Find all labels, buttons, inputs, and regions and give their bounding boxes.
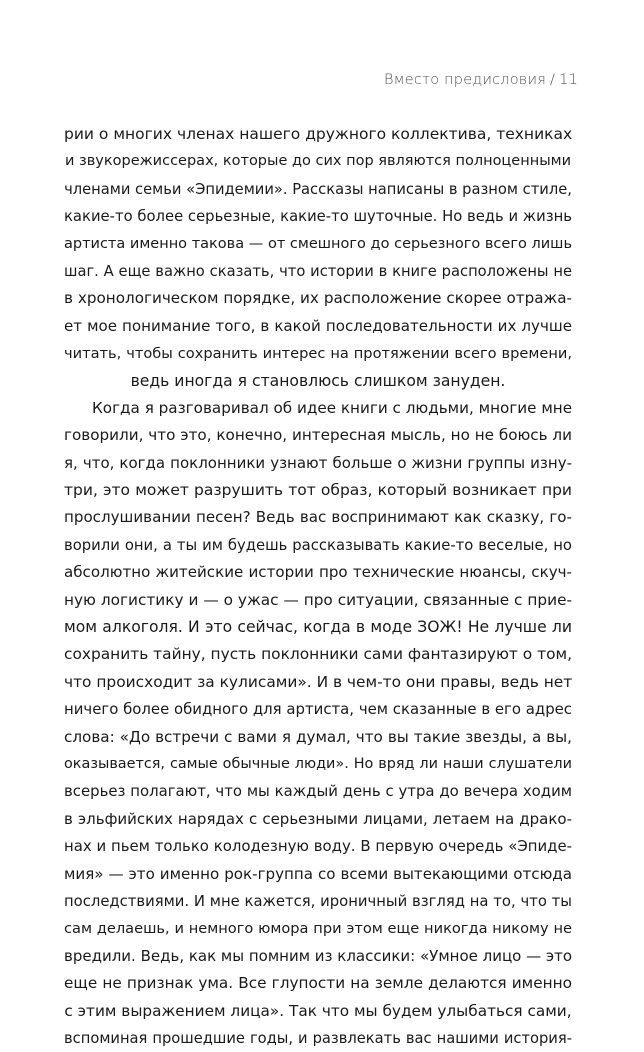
text-line: я, что, когда поклонники узнают больше о жизни группы изну- bbox=[64, 453, 572, 472]
running-header bbox=[384, 72, 578, 88]
text-line: рии о многих членах нашего дружного коллектива, техниках bbox=[64, 125, 573, 143]
text-line: вспоминая прошедшие годы, и развлекать вас нашими история- bbox=[64, 1029, 572, 1047]
text-line: слова: «До встречи с вами я думал, что вы такие звезды, а вы, bbox=[64, 727, 572, 746]
text-line: какие-то более серьезные, какие-то шуточные. Но ведь и жизнь bbox=[64, 208, 572, 226]
section-title: Вместо предисловия bbox=[383, 72, 547, 88]
paragraph-start-line: Когда я разговаривал об идее книги с людьми, многие мне bbox=[92, 398, 573, 417]
text-line: всерьез полагают, что мы каждый день с утра до вечера ходим bbox=[64, 782, 572, 801]
text-line: ничего более обидного для артиста, чем сказанные в его адрес bbox=[64, 700, 572, 719]
text-line: мом алкоголя. И это сейчас, когда в моде ЗОЖ! Не лучше ли bbox=[64, 618, 572, 637]
text-line: ет мое понимание того, в какой последовательности их лучше bbox=[64, 316, 572, 335]
page-number: 11 bbox=[559, 72, 578, 88]
text-line: сам делаешь, и немного юмора при этом еще никогда никому не bbox=[64, 920, 572, 938]
text-line: ворили они, а ты им будешь рассказывать какие-то веселые, но bbox=[64, 536, 572, 554]
text-line: членами семьи «Эпидемии». Рассказы написаны в разном стиле, bbox=[64, 180, 572, 198]
text-line: оказывается, самые обычные люди». Но вряд ли наши слушатели bbox=[64, 755, 572, 772]
body-text bbox=[64, 121, 572, 1052]
text-line: читать, чтобы сохранить интерес на протяжении всего времени, bbox=[64, 345, 572, 363]
text-line: прослушивании песен? Ведь вас воспринимают как сказку, го- bbox=[64, 508, 572, 527]
text-line: артиста именно такова — от смешного до серьезного всего лишь bbox=[64, 235, 572, 252]
text-line: ведь иногда я становлюсь слишком зануден. bbox=[130, 371, 506, 390]
text-line: сохранить тайну, пусть поклонники сами фантазируют о том, bbox=[64, 645, 572, 664]
text-line: что происходит за кулисами». И в чем-то они правы, ведь нет bbox=[64, 672, 573, 691]
text-line: абсолютно житейские истории про технические нюансы, скуч- bbox=[64, 563, 572, 582]
text-line: последствиями. И мне кажется, ироничный взгляд на то, что ты bbox=[64, 892, 572, 910]
text-line: в хронологическом порядке, их расположение скорее отража- bbox=[64, 289, 572, 308]
text-line: и звукорежиссерах, которые до сих пор являются полноценными bbox=[65, 153, 571, 170]
text-line: с этим выражением лица». Так что мы будем улыбаться сами, bbox=[64, 1001, 572, 1020]
text-line: шаг. А еще важно сказать, что истории в книге расположены не bbox=[64, 262, 572, 280]
text-line: ную логистику и — о ужас — про ситуации, связанные с прие- bbox=[64, 590, 572, 609]
text-line: еще не признак ума. Все глупости на земле делаются именно bbox=[64, 974, 572, 993]
text-line: мия» — это именно рок-группа со всеми вытекающими отсюда bbox=[64, 864, 572, 883]
text-line: три, это может разрушить тот образ, который возникает при bbox=[64, 481, 572, 500]
header-separator: / bbox=[550, 72, 556, 88]
text-line: в эльфийских нарядах с серьезными лицами, летаем на драко- bbox=[64, 809, 572, 828]
text-line: говорили, что это, конечно, интересная мысль, но не боюсь ли bbox=[64, 426, 572, 445]
text-line: нах и пьем только колодезную воду. В первую очередь «Эпиде- bbox=[64, 837, 572, 856]
text-line: вредили. Ведь, как мы помним из классики: «Умное лицо — это bbox=[64, 946, 573, 965]
